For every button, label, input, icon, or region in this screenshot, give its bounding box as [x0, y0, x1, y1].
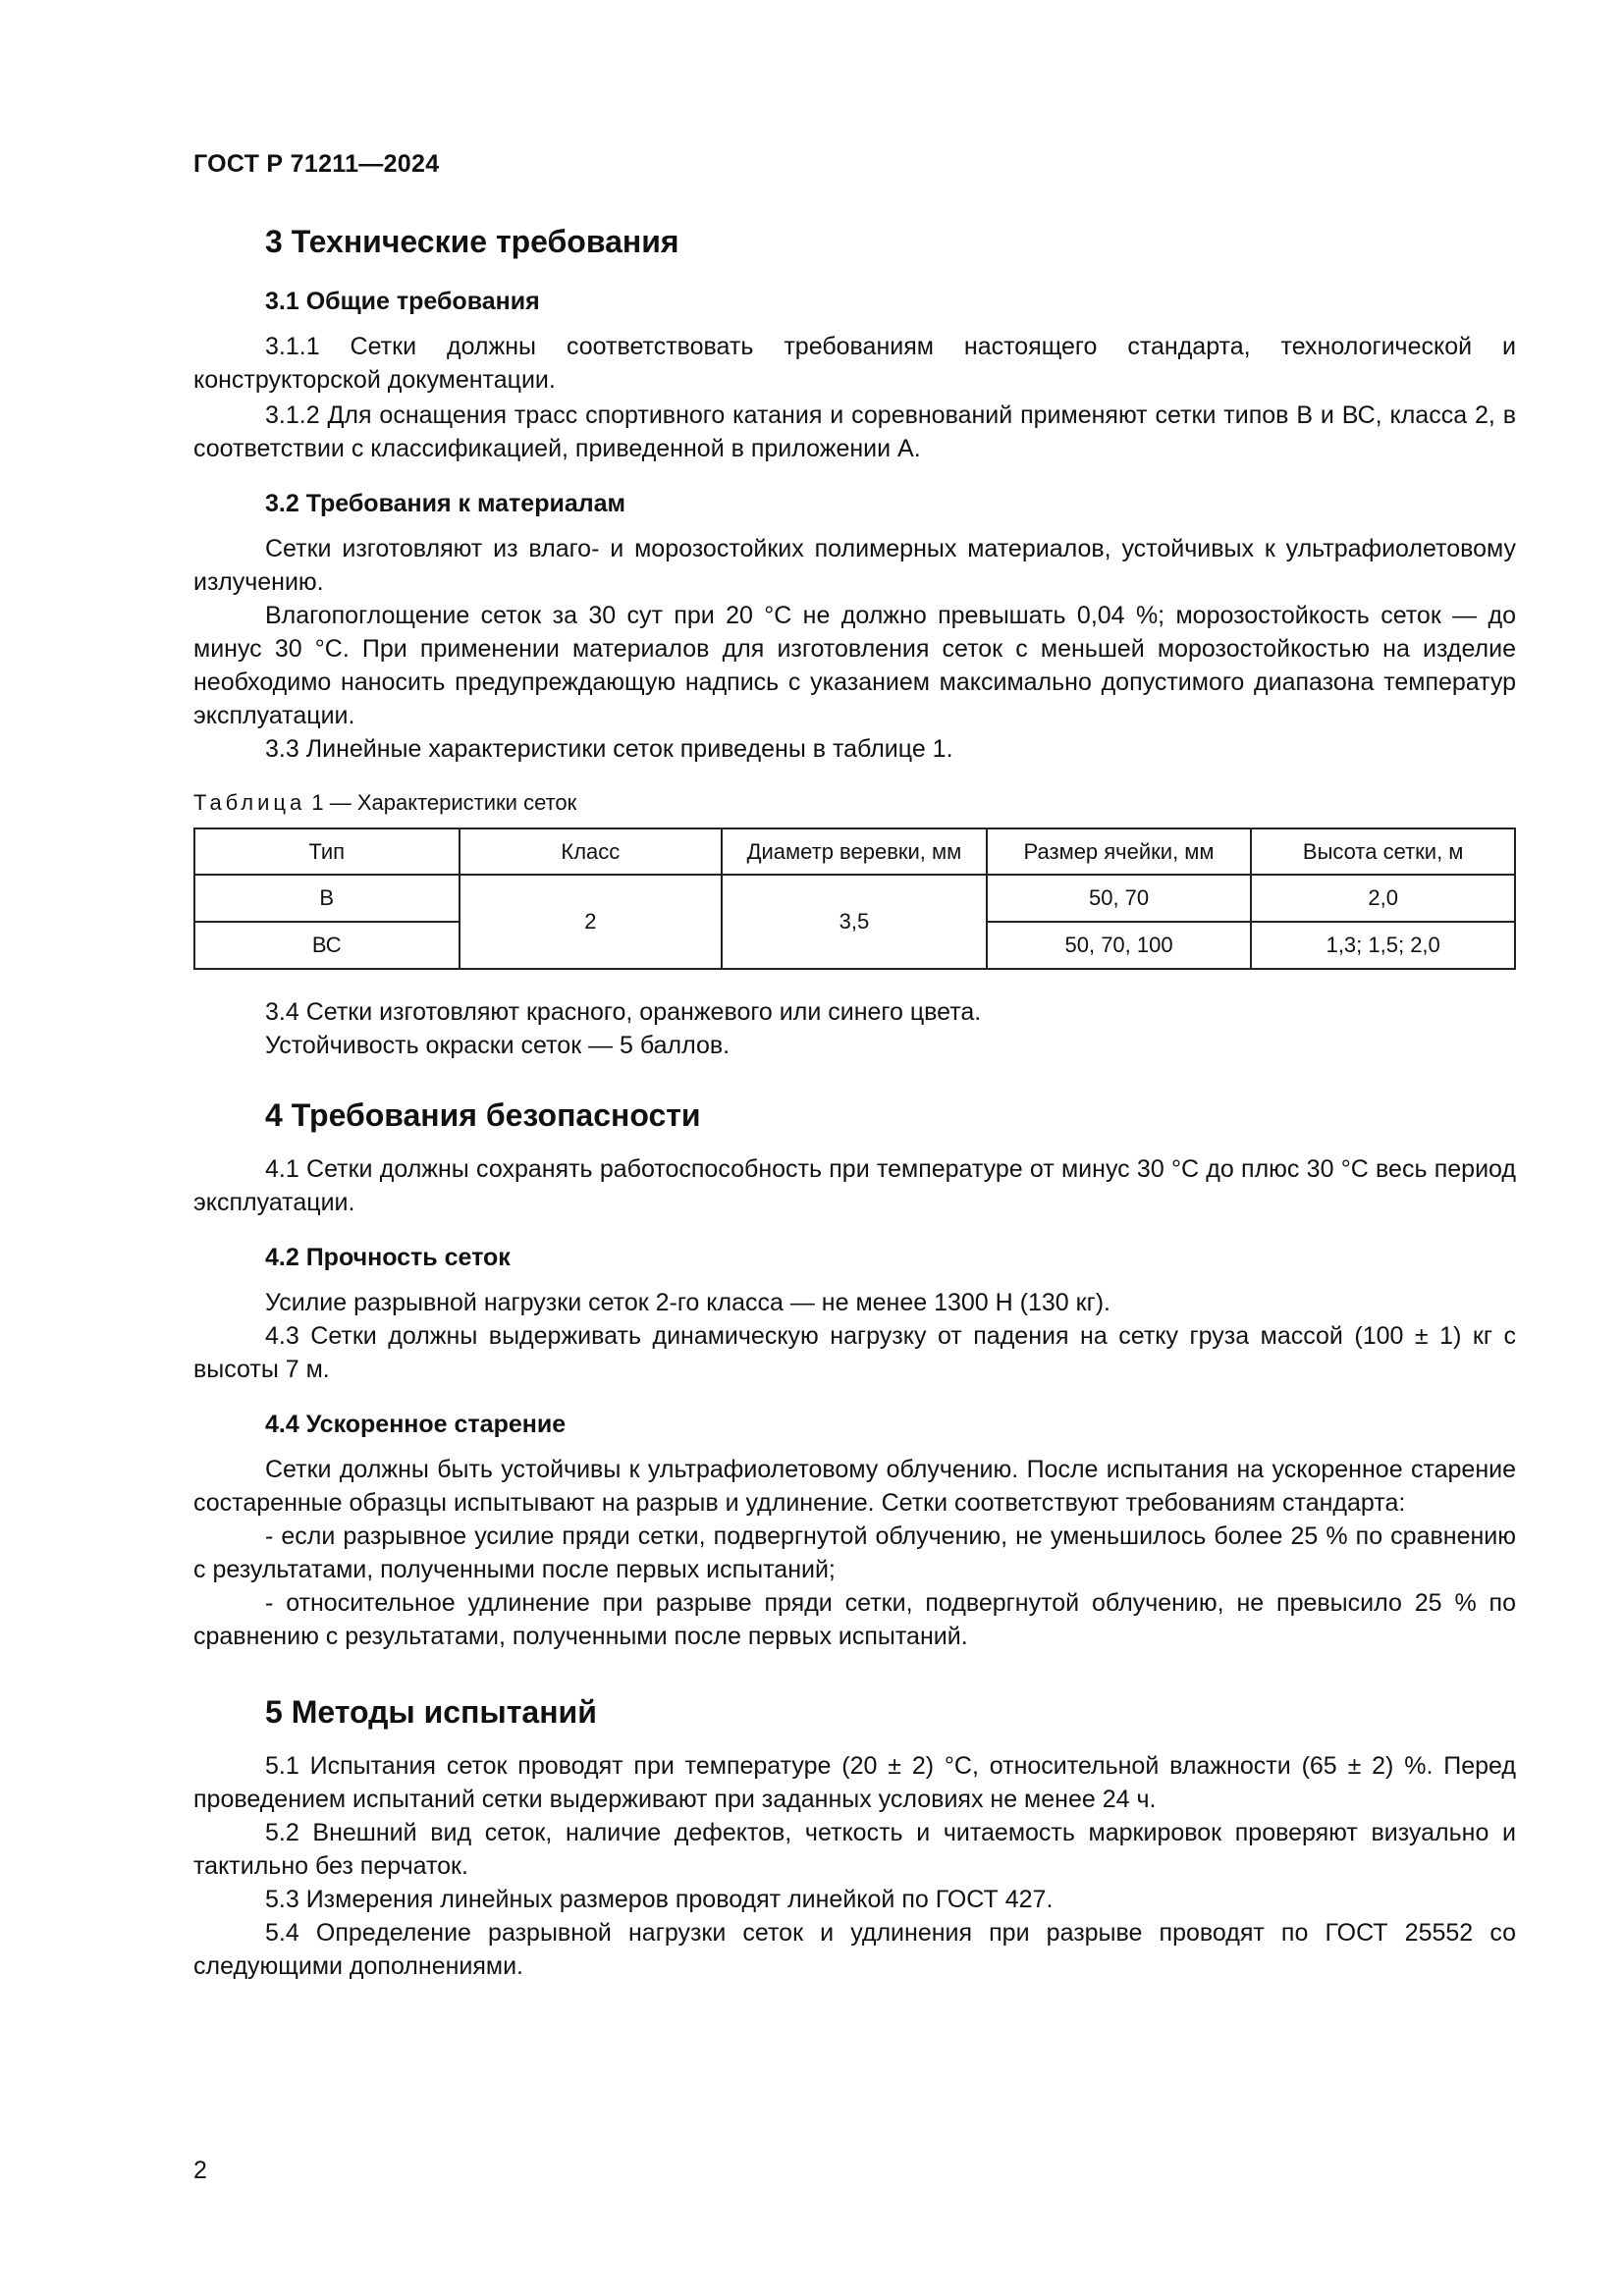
paragraph-4-4-1: Сетки должны быть устойчивы к ультрафиолетовому облучению. После испытания на ускоренное старение состаренные образцы испытывают на разрыв и удлинение. Сетки соответствуют требованиям стандарта: [193, 1456, 1516, 1517]
paragraph-4-2-1: Усилие разрывной нагрузки сеток 2-го класса — не менее 1300 Н (130 кг). [265, 1289, 1110, 1316]
subsection-3-1-title: 3.1 Общие требования [265, 288, 540, 315]
subsection-3-2-title: 3.2 Требования к материалам [265, 490, 626, 517]
cell-rope-diameter: 3,5 [722, 875, 987, 969]
header-type: Тип [194, 828, 460, 875]
table-caption-prefix: Таблица [193, 790, 306, 815]
header-net-height: Высота сетки, м [1251, 828, 1515, 875]
paragraph-3-3: 3.3 Линейные характеристики сеток приведены в таблице 1. [265, 735, 953, 763]
cell-mesh-size: 50, 70, 100 [987, 922, 1252, 969]
paragraph-3-1-1: 3.1.1 Сетки должны соответствовать требованиям настоящего стандарта, технологической и конструкторской документации. [193, 333, 1516, 394]
paragraph-3-2-2: Влагопоглощение сеток за 30 сут при 20 °С не должно превышать 0,04 %; морозостойкость сеток — до минус 30 °С. При применении материалов для изготовления сеток с меньшей морозостойкостью на изделие необходимо наносить предупреждающую надпись с указанием максимально допустимого диапазона температур эксплуатации. [193, 602, 1516, 729]
table-1-caption [193, 787, 1516, 819]
paragraph-5-2: 5.2 Внешний вид сеток, наличие дефектов, четкость и читаемость маркировок проверяют визуально и тактильно без перчаток. [193, 1819, 1516, 1880]
table-row [194, 875, 1515, 922]
paragraph-3-1-2: 3.1.2 Для оснащения трасс спортивного катания и соревнований применяют сетки типов В и ВС, класса 2, в соответствии с классификацией, приведенной в приложении А. [193, 401, 1516, 462]
subsection-4-4-title: 4.4 Ускоренное старение [265, 1411, 567, 1438]
section-5-title: 5 Методы испытаний [265, 1694, 597, 1730]
paragraph-5-1: 5.1 Испытания сеток проводят при температуре (20 ± 2) °С, относительной влажности (65 ± 2) %. Перед проведением испытаний сетки выдерживают при заданных условиях не менее 24 ч. [193, 1752, 1516, 1813]
paragraph-3-4-color-fastness: Устойчивость окраски сеток — 5 баллов. [265, 1032, 731, 1059]
table-caption-text: 1 — Характеристики сеток [305, 790, 577, 815]
specs-table [193, 828, 1516, 970]
section-3-title: 3 Технические требования [265, 224, 679, 259]
cell-class: 2 [460, 875, 723, 969]
cell-net-height: 1,3; 1,5; 2,0 [1251, 922, 1515, 969]
paragraph-5-4: 5.4 Определение разрывной нагрузки сеток и удлинения при разрыве проводят по ГОСТ 25552 со следующими дополнениями. [193, 1919, 1516, 1980]
paragraph-5-3: 5.3 Измерения линейных размеров проводят линейкой по ГОСТ 427. [265, 1886, 1054, 1913]
cell-mesh-size: 50, 70 [987, 875, 1252, 922]
section-4-title: 4 Требования безопасности [265, 1097, 701, 1133]
paragraph-3-4: 3.4 Сетки изготовляют красного, оранжевого или синего цвета. [265, 998, 982, 1026]
header-rope-diameter: Диаметр веревки, мм [722, 828, 987, 875]
list-item: - если разрывное усилие пряди сетки, подвергнутой облучению, не уменьшилось более 25 % по сравнению с результатами, полученными после первых испытаний; [193, 1522, 1516, 1583]
cell-type: ВС [194, 922, 460, 969]
page-content [193, 222, 1516, 1983]
header-class: Класс [460, 828, 723, 875]
paragraph-3-2-1: Сетки изготовляют из влаго- и морозостойких полимерных материалов, устойчивых к ультрафиолетовому излучению. [193, 535, 1516, 596]
list-item: - относительное удлинение при разрыве пряди сетки, подвергнутой облучению, не превысило 25 % по сравнению с результатами, полученными после первых испытаний. [193, 1589, 1516, 1650]
table-header-row [194, 828, 1515, 875]
cell-net-height: 2,0 [1251, 875, 1515, 922]
header-mesh-size: Размер ячейки, мм [987, 828, 1252, 875]
cell-type: В [194, 875, 460, 922]
paragraph-4-1: 4.1 Сетки должны сохранять работоспособность при температуре от минус 30 °С до плюс 30 °С весь период эксплуатации. [193, 1155, 1516, 1216]
paragraph-4-3: 4.3 Сетки должны выдерживать динамическую нагрузку от падения на сетку груза массой (100 ± 1) кг с высоты 7 м. [193, 1322, 1516, 1383]
subsection-4-2-title: 4.2 Прочность сеток [265, 1244, 511, 1271]
page-number: 2 [193, 2157, 207, 2184]
document-code: ГОСТ Р 71211—2024 [193, 150, 440, 178]
